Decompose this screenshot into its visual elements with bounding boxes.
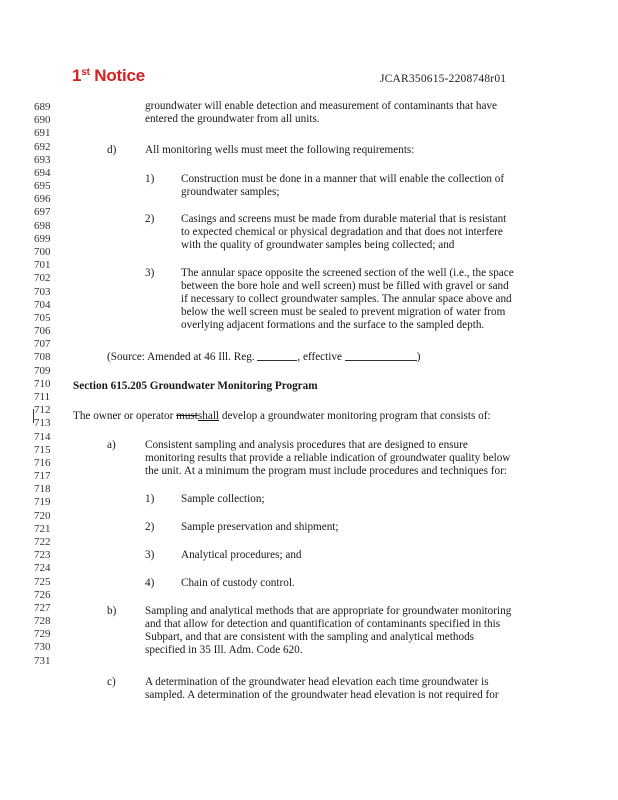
subitem-text: Sample preservation and shipment; — [181, 521, 339, 533]
line-number: 693 — [34, 153, 51, 166]
inserted-text: shall — [197, 410, 220, 422]
deleted-text: must — [176, 410, 198, 422]
line-number: 720 — [34, 509, 51, 522]
subitem-label-a2: 2) — [145, 521, 155, 533]
line-number: 710 — [34, 377, 51, 390]
subitem-label-d3: 3) — [145, 267, 155, 279]
line-number: 727 — [34, 601, 51, 614]
item-text-a: the unit. At a minimum the program must include procedures and techniques for: — [145, 465, 507, 477]
line-number: 695 — [34, 180, 51, 193]
line-number: 696 — [34, 193, 51, 206]
line-number: 728 — [34, 615, 51, 627]
subitem-text: between the bore hole and well screen) must be filled with gravel or sand — [181, 280, 509, 292]
subitem-text: Chain of custody control. — [181, 577, 295, 589]
subitem-text: overlying adjacent formations and the surface to the sampled depth. — [181, 319, 485, 331]
line-number: 708 — [34, 351, 51, 364]
item-text-c: A determination of the groundwater head elevation each time groundwater is — [145, 676, 489, 688]
line-cursor-marker — [33, 409, 34, 423]
line-number: 726 — [34, 588, 51, 601]
item-text-d: All monitoring wells must meet the following requirements: — [145, 144, 415, 156]
line-number: 719 — [34, 496, 51, 509]
notice-suffix: st — [81, 67, 90, 78]
line-number: 704 — [34, 298, 51, 311]
item-text-b: Sampling and analytical methods that are appropriate for groundwater monitoring — [145, 605, 512, 617]
item-text-b: specified in 35 Ill. Adm. Code 620. — [145, 644, 303, 656]
line-number: 701 — [34, 259, 51, 272]
subitem-text: with the quality of groundwater samples being collected; and — [181, 239, 455, 251]
item-text-a: monitoring results that provide a reliable indication of groundwater quality below — [145, 452, 511, 464]
subitem-label-d2: 2) — [145, 213, 155, 225]
line-number: 694 — [34, 166, 51, 179]
line-number: 700 — [34, 246, 51, 258]
line-number: 706 — [34, 325, 51, 338]
line-number: 709 — [34, 364, 51, 377]
subitem-text: The annular space opposite the screened section of the well (i.e., the space — [181, 267, 514, 279]
line-number: 707 — [34, 338, 51, 351]
subitem-text: groundwater samples; — [181, 186, 280, 198]
subitem-text: to expected chemical or physical degradation and that does not interfere — [181, 226, 503, 238]
line-number: 716 — [34, 456, 51, 469]
section-heading: Section 615.205 Groundwater Monitoring Program — [73, 380, 318, 392]
continuation-line: groundwater will enable detection and measurement of contaminants that have — [145, 100, 497, 112]
line-number: 715 — [34, 443, 51, 456]
subitem-text: Analytical procedures; and — [181, 549, 302, 561]
line-number: 711 — [34, 391, 51, 403]
item-label-d: d) — [107, 144, 117, 156]
subitem-label-a3: 3) — [145, 549, 155, 561]
line-number: 731 — [34, 654, 51, 667]
subitem-text: Sample collection; — [181, 493, 265, 505]
line-number: 718 — [34, 483, 51, 496]
line-number: 689 — [34, 101, 51, 113]
line-number: 703 — [34, 285, 51, 298]
line-number: 730 — [34, 641, 51, 654]
register-blank — [257, 350, 297, 361]
item-text-b: and that allow for detection and quantification of contaminants specified in this — [145, 618, 501, 630]
line-number: 724 — [34, 562, 51, 575]
continuation-line: entered the groundwater from all units. — [145, 113, 320, 125]
line-number: 705 — [34, 311, 51, 324]
line-number: 725 — [34, 575, 51, 588]
line-number: 699 — [34, 232, 51, 245]
line-number: 690 — [34, 114, 51, 127]
subitem-text: Construction must be done in a manner that will enable the collection of — [181, 173, 505, 185]
subitem-label-a4: 4) — [145, 577, 155, 589]
item-label-c: c) — [107, 676, 116, 688]
source-note: (Source: Amended at 46 Ill. Reg. , effective ) — [107, 351, 421, 363]
line-number: 723 — [34, 549, 51, 562]
subitem-label-d1: 1) — [145, 173, 155, 185]
subitem-text: below the well screen must be sealed to prevent migration of water from — [181, 306, 506, 318]
line-number: 717 — [34, 470, 51, 482]
line-number: 712 — [34, 404, 51, 417]
line-number: 698 — [34, 219, 51, 232]
line-number: 691 — [34, 127, 51, 140]
line-number: 702 — [34, 272, 51, 285]
document-id: JCAR350615-2208748r01 — [380, 73, 507, 85]
subitem-label-a1: 1) — [145, 493, 155, 505]
effective-date-blank — [345, 350, 417, 361]
item-text-a: Consistent sampling and analysis procedures that are designed to ensure — [145, 439, 468, 451]
item-text-c: sampled. A determination of the groundwater head elevation is not required for — [145, 689, 499, 701]
line-number: 714 — [34, 430, 51, 443]
item-text-b: Subpart, and that are consistent with the sampling and analytical methods — [145, 631, 475, 643]
notice-label: 1st Notice — [72, 66, 146, 85]
line-number: 721 — [34, 522, 51, 535]
line-number: 692 — [34, 140, 51, 153]
line-number: 713 — [34, 417, 51, 430]
item-label-b: b) — [107, 605, 117, 617]
intro-paragraph: The owner or operator mustshall develop a groundwater monitoring program that consists of: — [73, 410, 491, 422]
subitem-text: if necessary to collect groundwater samples. The annular space above and — [181, 293, 512, 305]
line-number: 729 — [34, 628, 51, 641]
line-number: 722 — [34, 535, 51, 548]
item-label-a: a) — [107, 439, 116, 451]
subitem-text: Casings and screens must be made from durable material that is resistant — [181, 213, 507, 225]
line-number: 697 — [34, 206, 51, 219]
